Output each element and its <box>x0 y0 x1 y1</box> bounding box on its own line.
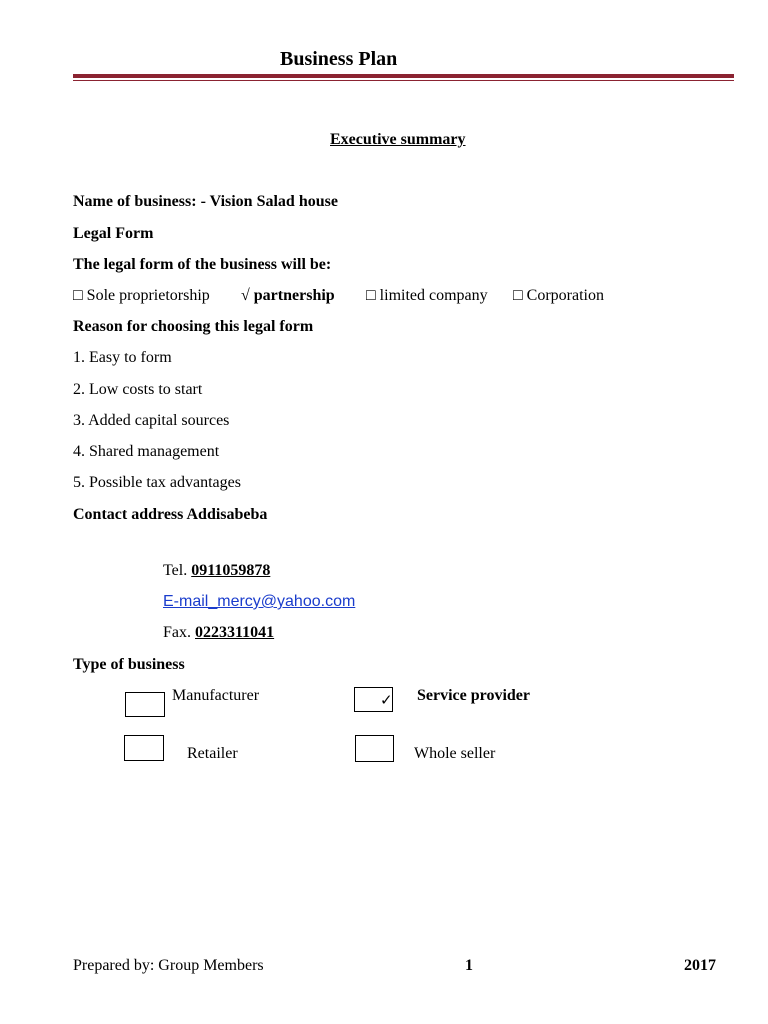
header-rule-thin <box>73 80 734 81</box>
list-item: 3. Added capital sources <box>73 412 230 429</box>
check-mark-icon: ✓ <box>380 693 393 709</box>
manufacturer-checkbox[interactable] <box>125 692 165 717</box>
service-provider-checkbox[interactable] <box>354 687 393 712</box>
legal-option-label: partnership <box>253 287 335 304</box>
reasons-heading: Reason for choosing this legal form <box>73 318 314 335</box>
list-item: 5. Possible tax advantages <box>73 474 241 491</box>
legal-option-corporation <box>513 287 604 305</box>
legal-option-sole <box>73 287 210 305</box>
empty-box-icon: □ <box>513 287 523 304</box>
check-mark-icon: √ <box>241 287 250 304</box>
contact-heading: Contact address Addisabeba <box>73 506 268 523</box>
email-link[interactable]: E-mail_mercy@yahoo.com <box>163 593 356 610</box>
footer-prepared-by: Prepared by: Group Members <box>73 957 264 974</box>
whole-seller-label: Whole seller <box>414 745 496 762</box>
legal-option-label: limited company <box>379 287 488 304</box>
legal-form-heading: Legal Form <box>73 225 154 242</box>
footer-year: 2017 <box>684 957 716 974</box>
fax-line <box>163 624 274 642</box>
legal-option-label: Corporation <box>526 287 604 304</box>
section-title: Executive summary <box>330 131 466 148</box>
whole-seller-checkbox[interactable] <box>355 735 394 762</box>
empty-box-icon: □ <box>366 287 376 304</box>
header-rule-thick <box>73 74 734 78</box>
empty-box-icon: □ <box>73 287 83 304</box>
fax-number: 0223311041 <box>195 624 275 641</box>
list-item: 2. Low costs to start <box>73 381 203 398</box>
legal-option-label: Sole proprietorship <box>86 287 210 304</box>
service-provider-label: Service provider <box>417 687 531 704</box>
document-title: Business Plan <box>280 48 398 70</box>
legal-option-limited <box>366 287 488 305</box>
retailer-label: Retailer <box>187 745 238 762</box>
business-name: Name of business: - Vision Salad house <box>73 193 338 210</box>
manufacturer-label: Manufacturer <box>172 687 260 704</box>
legal-option-partnership <box>241 287 335 305</box>
tel-label: Tel. <box>163 562 188 579</box>
business-type-heading: Type of business <box>73 656 185 673</box>
tel-number: 0911059878 <box>191 562 271 579</box>
list-item: 4. Shared management <box>73 443 220 460</box>
legal-form-intro: The legal form of the business will be: <box>73 256 332 273</box>
tel-line <box>163 562 270 580</box>
list-item: 1. Easy to form <box>73 349 172 366</box>
fax-label: Fax. <box>163 624 191 641</box>
retailer-checkbox[interactable] <box>124 735 164 761</box>
footer-page-number: 1 <box>465 957 473 974</box>
